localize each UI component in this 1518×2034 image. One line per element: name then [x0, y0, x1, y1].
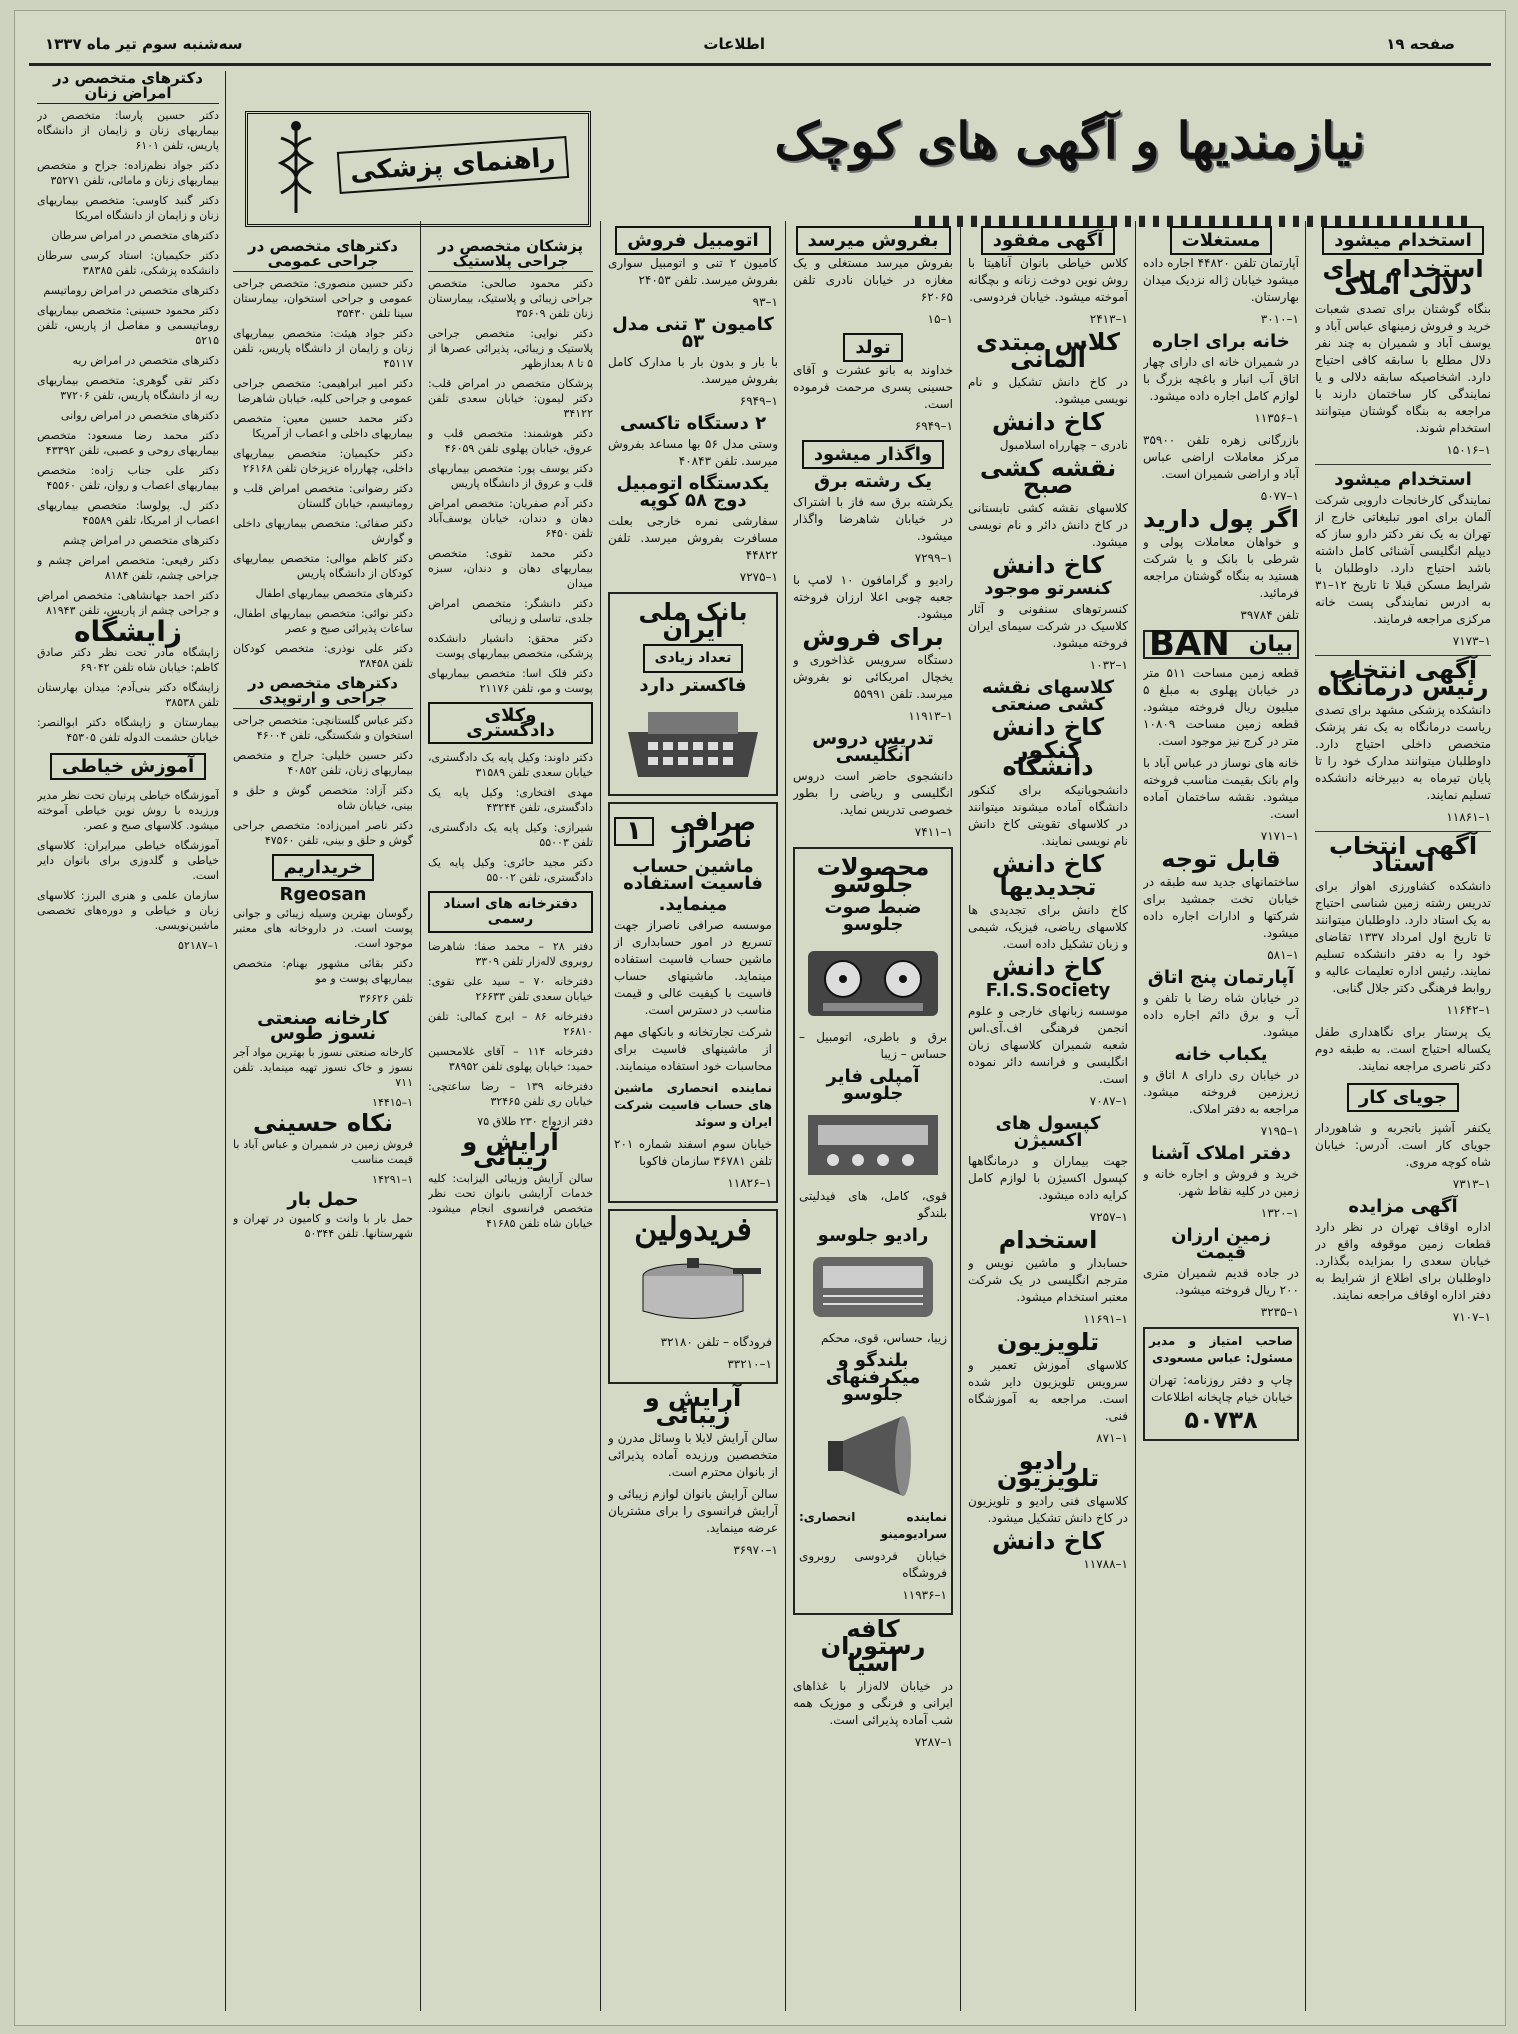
ad-code: ۱–۱۱۳۵۶ [1254, 411, 1299, 425]
ad-title: کاخ دانش [991, 713, 1105, 741]
radio-icon [808, 1252, 938, 1322]
ad-title: یک رشته برق [813, 471, 933, 492]
section-tailoring: آموزش خیاطی [50, 753, 206, 780]
doctor-list [233, 276, 413, 671]
ad-text: خداوند به بانو عشرت و آقای حسینی پسری مرحمت فرموده است. [793, 363, 953, 411]
ad-text: آموزشگاه خیاطی میرایران: کلاسهای خیاطی و گلدوزی برای بانوان دایر است. [37, 839, 219, 882]
doctor-entry: دکتر حسین منصوری: متخصص جراحی عمومی و جراحی استخوان، بیمارستان سینا تلفن ۳۵۴۳۰ [233, 277, 413, 320]
ad-title: کامیون ۳ تنی مدل ۵۳ [612, 314, 774, 352]
ad-subtitle: ماشین حساب فاسیت استفاده [623, 856, 763, 894]
ad-text: کلاسهای فنی رادیو و تلویزیون در کاخ دانش تشکیل میشود. [968, 1494, 1128, 1525]
ad-text: دانشکده کشاورزی اهواز برای تدریس رشته زمین شناسی احتیاج به یک استاد دارد. داوطلبان میتوانند تا تاریخ اول امرداد ۱۳۳۷ تقاضای خود را به دفتر دانشکده تسلیم نمایند. رئیس اداره تعلیمات عالیه و روابط فرهنگی دکتر جلال گنابی. [1315, 879, 1491, 995]
doctor-entry: دکتر هوشمند: متخصص قلب و عروق، خیابان پهلوی تلفن ۴۶۰۵۹ [428, 427, 593, 455]
column-rule [1135, 221, 1136, 2011]
ad-text: نماینده انحصاری: سرادیومینو [799, 1510, 947, 1541]
section-beauty-ad: آرایش و زیبائی [462, 1128, 559, 1171]
ad-code: ۱–۳۲۳۵ [1260, 1305, 1299, 1319]
ad-title: کاخ دانش [991, 850, 1105, 878]
column-rule [1305, 221, 1306, 2011]
ad-title: صرافی ناصراز [669, 808, 757, 853]
ad-heading: پزشکان متخصص در جراحی پلاستیک [428, 239, 593, 272]
ad-text: کلاسهای آموزش تعمیر و سرویس تلویزیون دایر شده است. مراجعه به آموزشگاه فنی. [968, 1358, 1128, 1423]
column-rule [600, 221, 601, 2011]
ad-title: کپسول های اکسیژن [995, 1113, 1101, 1151]
notary-entry: دفتر ۲۸ – محمد صفا: شاهرضا روبروی لاله‌زار تلفن ۳۳۰۹ [428, 940, 593, 968]
doctor-entry: دکتر گنبد کاوسی: متخصص بیماریهای زنان و زایمان از دانشگاه امریکا [37, 194, 219, 222]
ad-title: کنکور دانشگاه [1002, 736, 1094, 781]
ad-title: کلاسهای نقشه کشی صنعتی [981, 677, 1115, 715]
ad-text: یکرشته برق سه فاز با اشتراک در خیابان شاهرضا واگذار میشود. [793, 495, 953, 543]
publisher-owner: صاحب امتیاز و مدیر مسئول: عباس مسعودی [1149, 1334, 1293, 1365]
ad-code: ۱–۱۴۲۹۱ [372, 1173, 413, 1186]
doctor-entry: دکتر محمد حسین معین: متخصص بیماریهای داخلی و اعصاب از آمریکا [233, 412, 413, 440]
ad-text: در خیابان ری دارای ۸ اتاق و زیرزمین فروخته میشود. مراجعه به دفتر املاک. [1143, 1068, 1299, 1116]
ad-text: سازمان علمی و هنری البرز: کلاسهای زبان و خیاطی و دوره‌های تخصصی ماشین‌نویسی. [37, 889, 219, 932]
doctor-entry: دکتر حکیمیان: متخصص بیماریهای داخلی، چهارراه عزیزخان تلفن ۲۶۱۶۸ [233, 447, 413, 475]
section-sell-wanted: بفروش میرسد [796, 226, 951, 255]
medical-guide-banner [245, 111, 591, 227]
column-sales [793, 226, 953, 2016]
doctor-entry: دکتر علی نوذری: متخصص کودکان تلفن ۳۸۴۵۸ [233, 642, 413, 670]
column-rule [225, 71, 226, 2011]
ad-title: کلاس مبتدی آلمانی [976, 328, 1120, 373]
doctor-list [233, 713, 413, 848]
ad-title: بانک ملی ایران [638, 598, 748, 643]
ad-code: ۱–۷۱۰۷ [1452, 1310, 1491, 1324]
ad-code: ۱–۷۴۱۱ [914, 825, 953, 839]
ad-phone: تلفن ۳۶۶۲۶ [359, 992, 413, 1005]
ad-text: قوی، کامل، های فیدلیتی بلندگو [799, 1189, 947, 1220]
section-car-sale: اتومبیل فروش [615, 226, 770, 255]
doctor-entry: دکترهای متخصص در امراض چشم [62, 534, 219, 547]
doctor-entry: دکتر جواد نظم‌زاده: جراح و متخصص بیماریهای زنان و مامائی، تلفن ۳۵۲۷۱ [37, 159, 219, 187]
ad-title: کاخ دانش [991, 551, 1105, 579]
doctor-entry: پزشکان متخصص در امراض قلب: دکتر لیمون: خیابان سعدی تلفن ۳۴۱۲۲ [428, 377, 593, 420]
ad-code: ۱–۱۱۷۸۸ [1083, 1557, 1128, 1571]
ad-text: بنگاه گوشتان برای تصدی شعبات خرید و فروش زمینهای عباس آباد و یوسف آباد و شمیران به چند نفر دلال مطلع با سابقه کافی احتیاج دارد. اشخاصیکه سابقه دلالی و یا نمایندگی کار ساختمان دارند با مراجعه به بنگاه گوشتان میتوانند استخدام شوند. [1315, 302, 1491, 435]
doctor-entry: دکتر ناصر امین‌زاده: متخصص جراحی گوش و حلق و بینی، تلفن ۴۷۵۶۰ [233, 819, 413, 847]
notary-list [428, 939, 593, 1129]
ad-text: با بار و بدون بار با مدارک کامل بفروش میرسد. [608, 355, 778, 386]
lawyer-entry: شیرازی: وکیل پایه یک دادگستری، تلفن ۵۵۰۰۳ [428, 821, 593, 849]
ad-text: فرودگاه – تلفن ۳۲۱۸۰ [660, 1335, 772, 1349]
ad-code: ۱–۵۸۱ [1267, 948, 1299, 962]
lawyer-entry: مهدی افتخاری: وکیل پایه یک دادگستری، تلفن ۴۳۲۴۴ [428, 786, 593, 814]
ad-address: خیابان فردوسی روبروی فروشگاه [799, 1549, 947, 1580]
column-rule [420, 221, 421, 2011]
main-banner [675, 101, 1465, 181]
doctor-entry: دکتر احمد جهانشاهی: متخصص امراض و جراحی چشم از پاریس، تلفن ۸۱۹۴۳ [37, 589, 219, 617]
ad-text: خانه های نوساز در عباس آباد با وام بانک بقیمت مناسب فروخته میشود. نقشه ساختمان آماده است. [1143, 756, 1299, 821]
ad-code: ۱–۷۲۷۵ [739, 570, 778, 584]
doctor-entry: دکتر محمد تقوی: متخصص بیماریهای دهان و دندان، سبزه میدان [428, 547, 593, 590]
ad-text: برق و باطری، اتومبیل – حساس – زیبا [799, 1030, 947, 1061]
notary-entry: دفتر ازدواج ۲۳۰ طلاق ۷۵ [477, 1115, 593, 1128]
ad-title: اگر پول دارید [1143, 505, 1299, 533]
doctor-entry: دکتر عباس گلستانچی: متخصص جراحی استخوان و شکستگی، تلفن ۴۶۰۰۴ [233, 714, 413, 742]
ad-text: اداره اوقاف تهران در نظر دارد قطعات زمین موقوفه واقع در خیابان سعدی را بمزایده بگذارد. داوطلبان برای اطلاع از شرایط به دفتر اداره اوقاف مراجعه نمایند. [1315, 1220, 1491, 1302]
maternity-entry: زایشگاه دکتر بنی‌آدم: میدان بهارستان تلفن ۳۸۵۳۸ [37, 681, 219, 709]
ad-title: نقشه کشی صبح [979, 454, 1117, 499]
ad-title: کارخانه صنعتی نسوز طوس [257, 1008, 389, 1044]
ad-code: ۱–۶۹۴۹ [914, 419, 953, 433]
ad-code: ۱–۱۵۰۱۶ [1446, 443, 1491, 457]
ad-code: ۱–۱۱۸۶۱ [1446, 810, 1491, 824]
ad-title: آمپلی فایر جلوسو [826, 1066, 920, 1104]
notary-entry: دفترخانه ۱۳۹ – رضا ساعتچی: خیابان ری تلفن ۳۲۴۶۵ [428, 1080, 593, 1108]
sarafi-ad [608, 802, 778, 1203]
column-doctors-general [233, 239, 413, 2019]
ad-code: ۱–۹۳ [752, 295, 778, 309]
ad-title: تلویزیون [996, 1328, 1100, 1356]
ad-title: دفتر املاک آشنا [1151, 1143, 1291, 1164]
ad-code: ۱–۱۱۸۲۶ [727, 1176, 772, 1190]
doctor-entry: دکتر کاظم موالی: متخصص بیماریهای کودکان از دانشگاه پاریس [233, 552, 413, 580]
column-cars [608, 226, 778, 2016]
ad-code: ۱–۸۷۱ [1096, 1431, 1128, 1445]
section-employment: استخدام میشود [1322, 226, 1484, 255]
ad-code: ۱–۷۲۸۷ [914, 1735, 953, 1749]
publisher-phone: ۵۰۷۳۸ [1184, 1406, 1258, 1434]
ad-text: در جاده قدیم شمیران متری ۲۰۰ ریال فروخته میشود. [1143, 1266, 1299, 1297]
ad-title: یکباب خانه [1174, 1044, 1268, 1065]
ad-title: رادیو تلویزیون [996, 1447, 1100, 1492]
ad-phone: تلفن ۳۹۷۸۴ [1240, 608, 1299, 622]
ad-text: در خیابان لاله‌زار با غذاهای ایرانی و فرنگی و موزیک همه شب آماده پذیرائی است. [793, 1679, 953, 1727]
ad-title: فریدولین [634, 1210, 752, 1248]
doctor-entry: دکتر حسین پارسا: متخصص در بیماریهای زنان و زایمان از دانشگاه پاریس، تلفن ۶۱۰۱ [37, 109, 219, 152]
ad-text: در کاخ دانش تشکیل و نام نویسی میشود. [968, 375, 1128, 406]
ad-title: استخدام برای دلالی املاک [1322, 255, 1484, 300]
ad-code: ۱–۲۴۱۳ [1089, 312, 1128, 326]
ad-title: نکاه حسینی [252, 1109, 394, 1137]
doctor-entry: دکتر آزاد: متخصص گوش و حلق و بینی، خیابان شاه [233, 784, 413, 812]
amplifier-icon [803, 1110, 943, 1180]
doctor-entry: دکتر محمود حسینی: متخصص بیماریهای روماتیسمی و مفاصل از پاریس، تلفن ۵۲۱۵ [37, 304, 219, 347]
ad-title: خانه برای اجاره [1152, 331, 1290, 352]
ad-text: ساختمانهای جدید سه طبقه در خیابان تخت جمشید برای شرکتها و ادارات اجاره داده میشود. [1143, 875, 1299, 940]
doctor-entry: دکتر جواد هیئت: متخصص بیماریهای زنان و زایمان از دانشگاه پاریس، تلفن ۴۵۱۱۷ [233, 327, 413, 370]
ad-text: خرید و فروش و اجاره خانه و زمین در کلیه نقاط شهر. [1143, 1167, 1299, 1198]
ad-text: زیبا، حساس، قوی، محکم [820, 1331, 947, 1345]
ad-title: بلندگو و میکرفنهای جلوسو [825, 1350, 921, 1405]
section-maternity: زایشگاه [73, 615, 183, 648]
ad-title: آپارتمان پنج اتاق [1147, 967, 1295, 988]
column-employment [1315, 226, 1491, 2016]
column-realestate [1143, 226, 1299, 2016]
ad-code: ۱–۷۳۱۳ [1452, 1177, 1491, 1191]
ad-subtitle: مینماید. [658, 894, 728, 915]
lawyer-entry: دکتر داوند: وکیل پایه یک دادگستری، خیابان سعدی تلفن ۳۱۵۸۹ [428, 751, 593, 779]
separator [1315, 464, 1491, 465]
ad-title: کافه رستوران آسیا [820, 1615, 926, 1677]
doctor-entry: دکتر ل. پولوسا: متخصص بیماریهای اعصاب از امریکا، تلفن ۴۵۵۸۹ [37, 499, 219, 527]
ad-text: سالن آرایش بانوان لوازم زیبائی و آرایش فرانسوی را برای مشتریان عرضه مینماید. [608, 1487, 778, 1535]
ad-text: یکنفر آشپز باتجربه و شاهوردار جویای کار است. آدرس: خیابان شاه کوچه مروی. [1315, 1121, 1491, 1169]
ad-title: حمل بار [287, 1189, 359, 1210]
doctor-entry: دکتر نوائی: متخصص بیماریهای اطفال، ساعات پذیرائی صبح و عصر [233, 607, 413, 635]
ad-title: کاخ دانش [991, 953, 1105, 981]
ad-text: موسسه صرافی ناصراز جهت تسریع در امور حسابداری از ماشین حساب فاسیت استفاده مینماید. ماشینهای حساب فاسیت با کیفیت عالی و قیمت مناسب در دسترس است. [614, 918, 772, 1017]
doctor-entry: دکتر علی جناب زاده: متخصص بیماریهای اعصاب و روان، تلفن ۴۵۵۶۰ [37, 464, 219, 492]
ad-text: آپارتمان تلفن ۴۴۸۲۰ اجاره داده میشود خیابان ژاله نزدیک میدان بهارستان. [1143, 256, 1299, 304]
ad-code: ۱–۶۹۴۹ [739, 394, 778, 408]
ad-code: ۱–۷۱۷۳ [1452, 634, 1491, 648]
column-doctors-women [37, 71, 219, 2016]
ad-code: ۱–۷۲۵۷ [1089, 1210, 1128, 1224]
ad-title: کاخ دانش [991, 408, 1105, 436]
medical-guide-title: راهنمای پزشکی [337, 136, 569, 194]
caduceus-icon [256, 118, 336, 218]
loudspeaker-icon [813, 1411, 933, 1501]
ad-text: قطعه زمین مساحت ۵۱۱ متر در خیابان پهلوی به مبلغ ۵ میلیون ریال فروخته میشود. قطعه زمین مساحت ۱۰۸۰۹ متر در کرج نیز موجود است. [1143, 666, 1299, 748]
ban-logo-box [1143, 624, 1299, 664]
ad-code: ۱–۷۱۷۱ [1260, 829, 1299, 843]
ad-text: شرکت تجارتخانه و بانکهای مهم از ماشینهای فاسیت برای محاسبات خود استفاده مینمایند. [614, 1025, 772, 1073]
pressure-cooker-icon [623, 1246, 763, 1326]
section-jobseek: جویای کار [1347, 1083, 1459, 1112]
ad-title: F.I.S.Society [985, 980, 1111, 1001]
ad-title: رادیو جلوسو [817, 1225, 929, 1246]
ad-title: استخدام [998, 1226, 1098, 1254]
section-notary: دفترخانه های اسناد رسمی [428, 891, 593, 933]
doctor-entry: دکترهای متخصص بیماریهای اطفال [255, 587, 413, 600]
ad-title: تجدیدیها [999, 873, 1097, 901]
ad-code: ۱–۵۲۱۸۷ [178, 939, 219, 952]
ad-text: رگوسان بهترین وسیله زیبائی و جوانی پوست است. در داروخانه های معتبر موجود است. [233, 907, 413, 950]
geloso-ad [793, 847, 953, 1615]
section-lost: آگهی مفقود [981, 226, 1116, 255]
ad-title: کاخ دانش [991, 1527, 1105, 1555]
section-born: تولد [843, 333, 902, 362]
ad-text: کامیون ۲ تنی و اتومبیل سواری بفروش میرسد. تلفن ۲۴۰۵۳ [608, 256, 778, 287]
banner-ornament [915, 211, 1475, 227]
ban-logo: BAN [1149, 624, 1230, 664]
ad-code: ۱–۳۰۱۰ [1260, 312, 1299, 326]
ad-text: دکتر بقائی مشهور بهنام: متخصص بیماریهای پوست و مو [233, 957, 413, 985]
ad-code: ۱–۷۱۹۵ [1260, 1124, 1299, 1138]
doctor-entry: دکتر رضوانی: متخصص امراض قلب و روماتیسم، خیابان گلستان [233, 482, 413, 510]
main-banner-title: نیازمندیها و آگهی های کوچک [774, 111, 1366, 170]
notary-entry: دفترخانه ۸۶ – ایرج کمالی: تلفن ۲۶۸۱۰ [428, 1010, 593, 1038]
doctor-entry: دکتر نوایی: متخصص جراحی پلاستیک و زیبائی، پذیرائی عصرها از ۵ تا ۸ بعدازظهر [428, 327, 593, 370]
doctor-entry: دکترهای متخصص در امراض سرطان [51, 229, 219, 242]
page-number: صفحه ۱۹ [1386, 35, 1455, 53]
lawyer-entry: دکتر مجید حائری: وکیل پایه یک دادگستری، تلفن ۵۵۰۰۲ [428, 856, 593, 884]
ad-text: کلاسهای نقشه کشی تابستانی در کاخ دانش دائر و نام نویسی میشود. [968, 501, 1128, 549]
doctor-entry: دکترهای متخصص در امراض روانی [60, 409, 219, 422]
ad-code: ۱–۱۱۶۹۱ [1083, 1312, 1128, 1326]
ad-text: یک پرستار برای نگاهداری طفل یکساله احتیاج است. به طبقه دوم دکتر ناصری مراجعه نمایند. [1315, 1025, 1491, 1073]
ad-title: Rgeosan [279, 884, 367, 905]
ad-text: کنسرتوهای سنفونی و آثار کلاسیک در شرکت سیمای ایران فروخته میشود. [968, 602, 1128, 650]
doctor-entry: دکتر حکیمیان: استاد کرسی سرطان دانشکده پزشکی، تلفن ۳۸۳۸۵ [37, 249, 219, 277]
ad-code: ۱–۷۰۸۷ [1089, 1094, 1128, 1108]
ad-text: در خیابان شاه رضا با تلفن و آب و برق دائم اجاره داده میشود. [1143, 991, 1299, 1039]
issue-date: سه‌شنبه سوم تیر ماه ۱۳۳۷ [45, 35, 243, 53]
ad-text: نماینده انحصاری ماشین های حساب فاسیت شرکت ایران و سوئد [614, 1081, 772, 1129]
ad-text: نمایندگی کارخانجات دارویی شرکت آلمان برای امور تبلیغاتی خارج از تهران به یک نفر دکتر دارو ساز که دیپلم انگلیسی آشنائی کامل داشته باشد احتیاج دارد. داوطلبان با شرایط مسکن قبلا تا تاریخ ۱۲–۳۱ به ادرس نمایندگی پست خانه مرکزی مراجعه فرمایند. [1315, 493, 1491, 626]
ad-text: حمل بار با وانت و کامیون در تهران و شهرستانها. تلفن ۵۰۳۴۴ [233, 1212, 413, 1240]
ad-text: خیابان سوم اسفند شماره ۲۰۱ تلفن ۳۶۷۸۱ سازمان فاکوبا [614, 1137, 772, 1168]
ad-code: ۱–۱۱۶۴۲ [1446, 1003, 1491, 1017]
ad-text: کاخ دانش برای تجدیدی ها کلاسهای ریاضی، فیزیک، شیمی و زبان تشکیل داده است. [968, 903, 1128, 951]
ad-title: برای فروش [802, 623, 944, 651]
doctor-entry: دکتر محمد رضا مسعود: متخصص بیماریهای روحی و عصبی، تلفن ۴۳۳۹۲ [37, 429, 219, 457]
section-realestate: مستغلات [1170, 226, 1273, 255]
doctor-entry: دکترهای متخصص در امراض روماتیسم [43, 284, 219, 297]
newspaper-name: اطلاعات [703, 35, 765, 53]
newspaper-page [14, 10, 1506, 2026]
ad-text: جهت بیماران و درمانگاهها کپسول اکسیژن با لوازم کامل کرایه داده میشود. [968, 1154, 1128, 1202]
notary-entry: دفترخانه ۷۰ – سید علی تقوی: خیابان سعدی تلفن ۲۶۶۳۳ [428, 975, 593, 1003]
ad-subtitle: فاکستر دارد [639, 675, 747, 696]
ad-title: زمین ارزان قیمت [1171, 1225, 1271, 1263]
doctor-entry: دکتر یوسف پور: متخصص بیماریهای قلب و عروق از دانشگاه پاریس [428, 462, 593, 490]
ad-title: تدریس دروس انگلیسی [812, 728, 934, 766]
section-beauty: آرایش و زیبائی [644, 1384, 742, 1429]
ad-text: دانشکده پزشکی مشهد برای تصدی ریاست درمانگاه به یک نفر پزشک متخصص داخلی احتیاج دارد. داوطلبان میتوانند مدارک خود را تا پایان تیرماه به دبیرخانه دانشکده تسلیم نمایند. [1315, 703, 1491, 802]
column-lost [968, 226, 1128, 2016]
maternity-entry: زایشگاه مادر تحت نظر دکتر صادق کاظم: خیابان شاه تلفن ۶۹۰۴۲ [37, 646, 219, 674]
doctor-entry: دکتر حسین خلیلی: جراح و متخصص بیماریهای زنان، تلفن ۴۰۸۵۲ [233, 749, 413, 777]
calculator-machine-icon [618, 702, 768, 782]
ad-title: ۲ دستگاه تاکسی [619, 413, 767, 434]
header-rule [29, 63, 1491, 66]
ad-text: کارخانه صنعتی نسوز با بهترین مواد آجر نسوز و خاک نسوز تهیه مینماید. تلفن ۷۱۱ [233, 1046, 413, 1089]
doctor-entry: دکتر محمود صالحی: متخصص جراحی زیبائی و پلاستیک، بیمارستان زنان تلفن ۳۵۶۰۹ [428, 277, 593, 320]
ad-title: قابل توجه [1161, 845, 1281, 873]
ad-text: حسابدار و ماشین نویس و مترجم انگلیسی در یک شرکت معتبر استخدام میشود. [968, 1256, 1128, 1304]
running-header [35, 25, 1485, 65]
doctor-entry: دکتر تقی گوهری: متخصص بیماریهای ریه از دانشگاه پاریس، تلفن ۳۷۲۰۶ [37, 374, 219, 402]
doctor-entry: دکتر دانشگر: متخصص امراض جلدی، تناسلی و زیبائی [428, 597, 593, 625]
ad-text: سالن آرایش لایلا با وسائل مدرن و متخصصین ورزیده آماده پذیرائی از بانوان محترم است. [608, 1431, 778, 1479]
ad-title: آگهی مزایده [1348, 1196, 1458, 1217]
ad-text: و خواهان معاملات پولی و شرطی با بانک و یا شرکت هستید به بنگاه گوشتان مراجعه فرمائید. [1143, 535, 1299, 600]
ad-text: موسسه زبانهای خارجی و علوم انجمن فرهنگی اف.آی.اس شعبه شمیران کلاسهای زبان انگلیسی و فرانسه دائر نموده است. [968, 1004, 1128, 1086]
ad-title: آگهی انتخاب رئیس درمانگاه [1317, 656, 1489, 701]
ad-title: ضبط صوت جلوسو [824, 897, 922, 935]
ad-heading: دکترهای متخصص در جراحی و ارتوپدی [233, 676, 413, 709]
ad-code: ۱–۳۶۹۷۰ [733, 1543, 778, 1557]
ad-code: ۱–۷۲۹۹ [914, 551, 953, 565]
ad-heading: دکترهای متخصص در جراحی عمومی [233, 239, 413, 272]
notary-entry: دفترخانه ۱۱۴ – آقای غلامحسین حمید: خیابان پهلوی تلفن ۳۸۹۵۲ [428, 1045, 593, 1073]
tape-recorder-icon [803, 941, 943, 1021]
ad-title: کنسرتو موجود [984, 578, 1112, 599]
ad-text: دانشجوی حاضر است دروس انگلیسی و ریاضی را بطور خصوصی تدریس نماید. [793, 769, 953, 817]
doctor-list [37, 108, 219, 618]
ad-text: آموزشگاه خیاطی پرنیان تحت نظر مدیر ورزیده با روش نوین خیاطی آموخته میشود. کلاسهای صبح و عصر. [37, 789, 219, 832]
doctor-entry: دکتر امیر ابراهیمی: متخصص جراحی عمومی و جراحی کلیه، خیابان شاهرضا [233, 377, 413, 405]
ad-text: سفارشی نمره خارجی بعلت مسافرت بفروش میرسد. تلفن ۴۴۸۲۲ [608, 514, 778, 562]
ad-number: ۱ [614, 817, 654, 846]
ad-text: فروش زمین در شمیران و عباس آباد با قیمت مناسب [233, 1138, 413, 1166]
ad-code: ۱–۱۳۲۰ [1260, 1206, 1299, 1220]
ad-text: دستگاه سرویس غذاخوری و یخچال امریکائی نو بفروش میرسد. تلفن ۵۵۹۹۱ [793, 653, 953, 701]
ad-code: ۱–۵۰۷۷ [1260, 489, 1299, 503]
doctor-entry: دکتر فلک اسا: متخصص بیماریهای پوست و مو، تلفن ۲۱۱۷۶ [428, 667, 593, 695]
fridlin-ad [608, 1209, 778, 1384]
ad-text: دانشجویانیکه برای کنکور دانشگاه آماده میشوند میتوانند در کلاسهای تقویتی کاخ دانش نام نویسی نمایند. [968, 783, 1128, 848]
ad-code: ۱–۱۵ [927, 312, 953, 326]
ad-title: استخدام میشود [1334, 469, 1472, 490]
doctor-list [428, 276, 593, 696]
ad-title: آگهی انتخاب استاد [1328, 832, 1478, 877]
column-doctors-plastic [428, 239, 593, 2019]
ad-code: ۱–۳۳۲۱۰ [727, 1357, 772, 1371]
ad-text: بازرگانی زهره تلفن ۳۵۹۰۰ مرکز معاملات اراضی عباس آباد و اراضی شمیران است. [1143, 433, 1299, 481]
doctor-entry: دکتر آدم صفریان: متخصص امراض دهان و دندان، خیابان یوسف‌آباد تلفن ۶۴۵۰ [428, 497, 593, 540]
doctor-entry: دکتر محقق: دانشیار دانشکده پزشکی، متخصص بیماریهای پوست [428, 632, 593, 660]
ad-address: نادری – چهارراه اسلامبول [999, 438, 1128, 452]
ad-text: بفروش میرسد مستغلی و یک مغازه در خیابان نادری تلفن ۶۲۰۶۵ [793, 256, 953, 304]
doctor-entry: دکتر رفیعی: متخصص امراض چشم و جراحی چشم، تلفن ۸۱۸۴ [37, 554, 219, 582]
column-rule [785, 221, 786, 2011]
ad-heading: دکترهای متخصص در امراض زنان [37, 71, 219, 104]
section-misc: واگذار میشود [802, 440, 944, 469]
bank-ad [608, 592, 778, 796]
ad-title: یکدستگاه اتومبیل دوج ۵۸ کوپه [616, 473, 770, 511]
ad-code: ۱–۱۱۹۱۳ [908, 709, 953, 723]
column-rule [960, 221, 961, 2011]
publisher-printer: چاپ و دفتر روزنامه: تهران خیابان خیام چاپخانه اطلاعات [1149, 1373, 1293, 1404]
ad-text: سالن آرایش وزیبائی الیزابت: کلیه خدمات آرایشی بانوان تحت نظر متخصص فرانسوی انجام میشود. خیابان شاه تلفن ۴۱۶۸۵ [428, 1172, 593, 1230]
maternity-entry: بیمارستان و زایشگاه دکتر ابوالنصر: خیابان حشمت الدوله تلفن ۴۵۳۰۵ [37, 716, 219, 744]
doctor-entry: دکتر صفائی: متخصص بیماریهای داخلی و گوارش [233, 517, 413, 545]
ad-code: ۱–۱۴۴۱۵ [372, 1096, 413, 1109]
ad-code: ۱–۱۰۳۲ [1089, 658, 1128, 672]
section-rgeosan-fa: خریداریم [272, 854, 375, 881]
doctor-entry: دکترهای متخصص در امراض ریه [72, 354, 219, 367]
ad-text: کلاس خیاطی بانوان آناهیتا با روش نوین دوخت زنانه و بچگانه آموخته میشود. خیابان فردوسی. [968, 256, 1128, 304]
masthead-box [1143, 1327, 1299, 1441]
ad-text: وستی مدل ۵۶ بها مساعد بفروش میرسد. تلفن ۴۰۸۴۳ [608, 437, 778, 468]
section-lawyers: وکلای دادگستری [428, 702, 593, 744]
ad-text: در شمیران خانه ای دارای چهار اتاق آب انبار و باغچه بزرگ با لوازم کامل اجاره داده میشود. [1143, 355, 1299, 403]
ad-code: ۱–۱۱۹۳۶ [902, 1588, 947, 1602]
ad-title: محصولات جلوسو [816, 853, 930, 898]
ban-logo-fa: بیان [1248, 632, 1293, 657]
ad-text: رادیو و گرامافون ۱۰ لامپ با جعبه چوبی اعلا ارزان فروخته میشود. [793, 573, 953, 621]
ad-subtitle: تعداد زیادی [643, 644, 744, 673]
